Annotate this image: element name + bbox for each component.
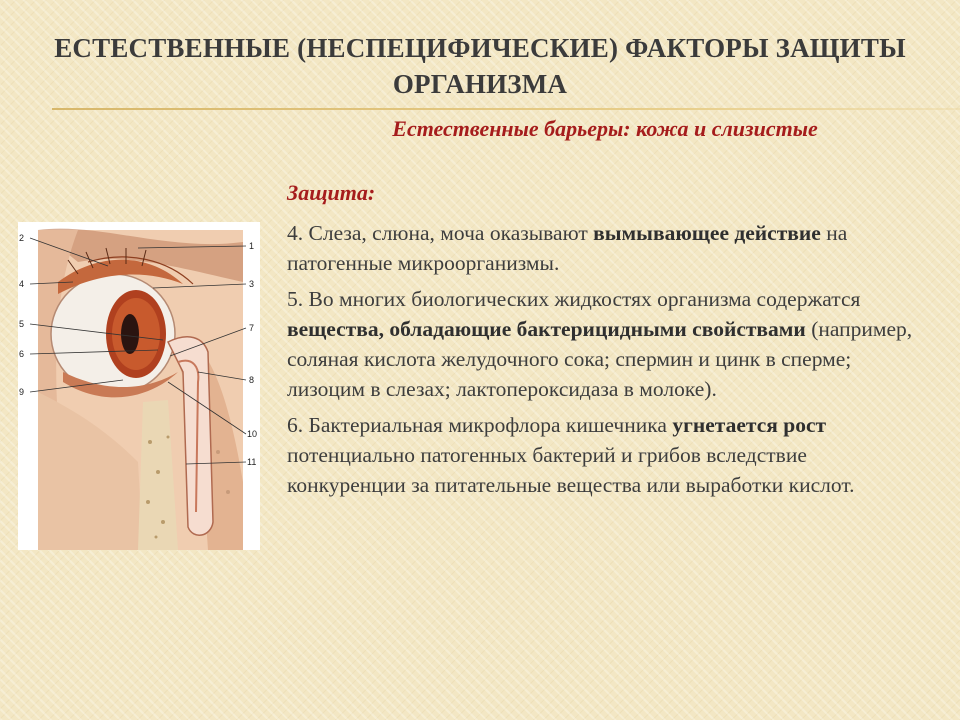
- figure-label: 4: [19, 279, 25, 289]
- bold-text-run: вымывающее действие: [593, 221, 821, 245]
- bold-text-run: вещества, обладающие бактерицидными свойствами: [287, 317, 806, 341]
- figure-label: 5: [19, 319, 25, 329]
- section-label: Защита:: [287, 180, 376, 205]
- text-run: 5. Во многих биологических жидкостях организма содержатся: [287, 287, 861, 311]
- paragraph-5: [287, 284, 927, 404]
- figure-label: 2: [19, 233, 25, 243]
- slide-subtitle: Естественные барьеры: кожа и слизистые: [392, 116, 818, 141]
- figure-label: 6: [19, 349, 25, 359]
- body-text: [287, 218, 927, 506]
- text-run: (например, соляная кислота желудочного сока; спермин и цинк в сперме; лизоцим в слезах; лактопероксидаза в молоке).: [287, 317, 913, 401]
- text-run: на патогенные микроорганизмы.: [287, 221, 848, 275]
- eye-anatomy-illustration: [18, 222, 260, 550]
- figure-label: 7: [249, 323, 255, 333]
- bold-text-run: угнетается рост: [672, 413, 827, 437]
- slide-title: ЕСТЕСТВЕННЫЕ (НЕСПЕЦИФИЧЕСКИЕ) ФАКТОРЫ ЗАЩИТЫ ОРГАНИЗМА: [54, 33, 906, 99]
- paragraph-4: [287, 218, 927, 278]
- figure-label: 1: [249, 241, 255, 251]
- text-run: 6. Бактериальная микрофлора кишечника: [287, 413, 673, 437]
- figure-label: 10: [247, 429, 258, 439]
- figure-label: 9: [19, 387, 25, 397]
- figure-label: 11: [247, 457, 257, 467]
- title-divider: [52, 108, 960, 110]
- figure-label: 8: [249, 375, 255, 385]
- text-run: потенциально патогенных бактерий и грибов вследствие конкуренции за питательные вещества или выработки кислот.: [287, 443, 855, 497]
- paragraph-6: [287, 410, 927, 500]
- text-run: 4. Слеза, слюна, моча оказывают: [287, 221, 594, 245]
- figure-label: 3: [249, 279, 255, 289]
